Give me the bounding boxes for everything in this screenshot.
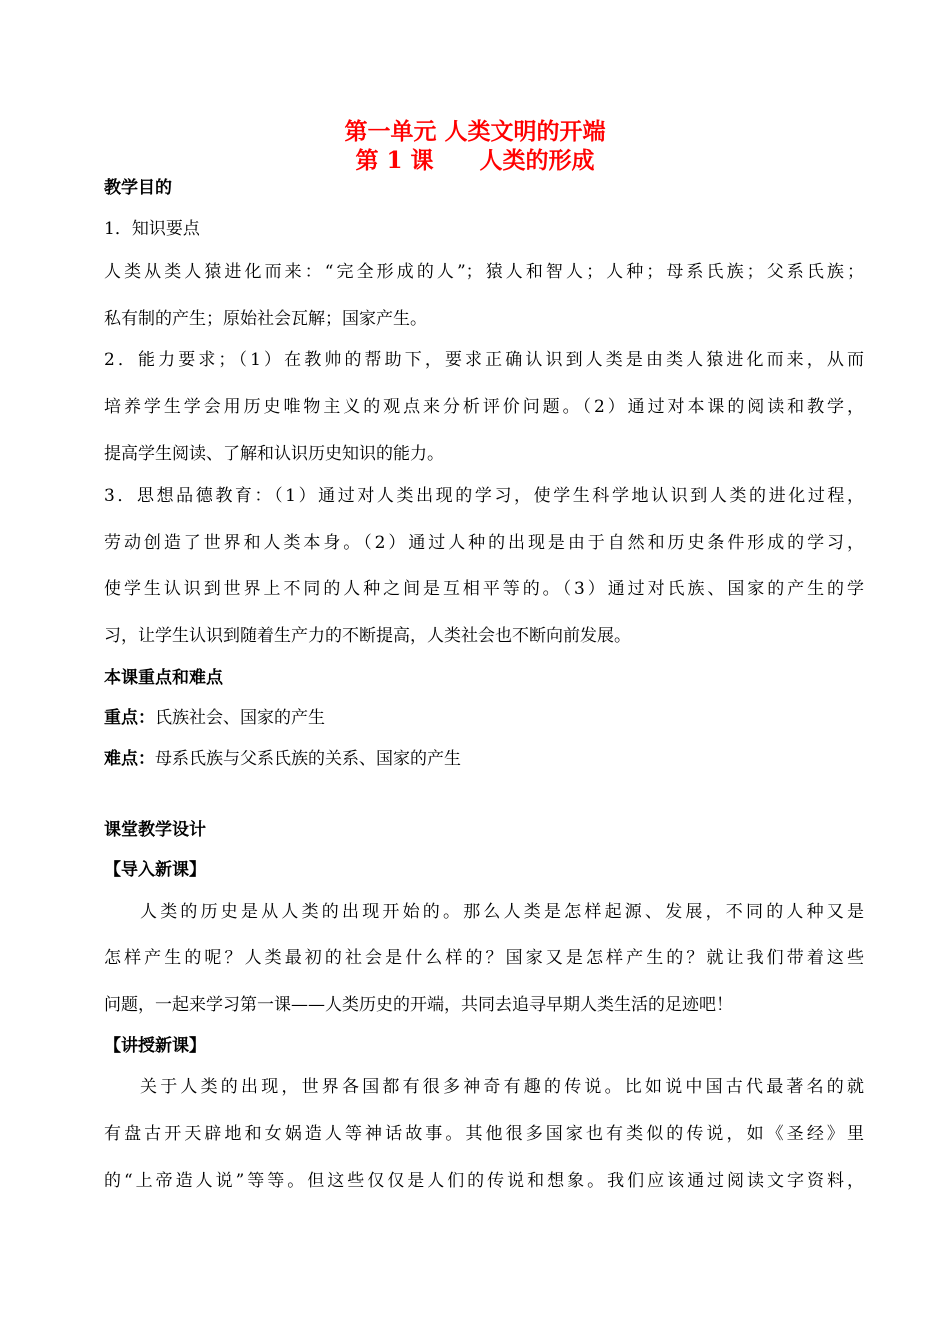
- paragraph-line: 使学生认识到世界上不同的人种之间是互相平等的。（3）通过对氏族、国家的产生的学: [104, 579, 864, 599]
- paragraph-line: 提高学生阅读、了解和认识历史知识的能力。: [104, 444, 444, 464]
- difficulty-text: 母系氏族与父系氏族的关系、国家的产生: [155, 749, 461, 769]
- knowledge-heading: 1．知识要点: [104, 219, 200, 239]
- paragraph-line: 人类的历史是从人类的出现开始的。那么人类是怎样起源、发展，不同的人种又是: [140, 902, 864, 922]
- focus-label: 重点：: [104, 708, 155, 728]
- difficulty-line: [104, 747, 864, 771]
- paragraph-line: 习，让学生认识到随着生产力的不断提高，人类社会也不断向前发展。: [104, 626, 631, 646]
- design-heading: 课堂教学设计: [104, 820, 206, 840]
- paragraph-line: 问题，一起来学习第一课——人类历史的开端，共同去追寻早期人类生活的足迹吧！: [104, 995, 733, 1015]
- focus-text: 氏族社会、国家的产生: [155, 708, 325, 728]
- paragraph-line: 3．思想品德教育：（1）通过对人类出现的学习，使学生科学地认识到人类的进化过程，: [104, 486, 864, 506]
- key-points-heading: 本课重点和难点: [104, 668, 223, 688]
- difficulty-label: 难点：: [104, 749, 155, 769]
- unit-title: 第一单元 人类文明的开端: [344, 118, 606, 145]
- paragraph-line: 私有制的产生；原始社会瓦解；国家产生。: [104, 309, 427, 329]
- teach-heading: 【讲授新课】: [104, 1036, 206, 1056]
- paragraph-line: 培养学生学会用历史唯物主义的观点来分析评价问题。（2）通过对本课的阅读和教学，: [104, 397, 864, 417]
- paragraph-line: 人类从类人猿进化而来：“完全形成的人”；猿人和智人；人种；母系氏族；父系氏族；: [104, 262, 864, 282]
- paragraph-line: 怎样产生的呢？人类最初的社会是什么样的？国家又是怎样产生的？就让我们带着这些: [104, 948, 864, 968]
- lesson-title: 第 1 课 人类的形成: [355, 147, 595, 174]
- paragraph-line: 劳动创造了世界和人类本身。（2）通过人种的出现是由于自然和历史条件形成的学习，: [104, 533, 864, 553]
- paragraph-line: 2．能力要求；（1）在教帅的帮助下，要求正确认识到人类是由类人猿进化而来，从而: [104, 350, 864, 370]
- objectives-heading: 教学目的: [104, 178, 172, 198]
- paragraph-line: 关于人类的出现，世界各国都有很多神奇有趣的传说。比如说中国古代最著名的就: [140, 1077, 864, 1097]
- paragraph-line: 有盘古开天辟地和女娲造人等神话故事。其他很多国家也有类似的传说，如《圣经》里: [104, 1124, 864, 1144]
- focus-line: [104, 706, 864, 730]
- paragraph-line: 的“上帝造人说”等等。但这些仅仅是人们的传说和想象。我们应该通过阅读文字资料，: [104, 1171, 864, 1191]
- intro-heading: 【导入新课】: [104, 860, 206, 880]
